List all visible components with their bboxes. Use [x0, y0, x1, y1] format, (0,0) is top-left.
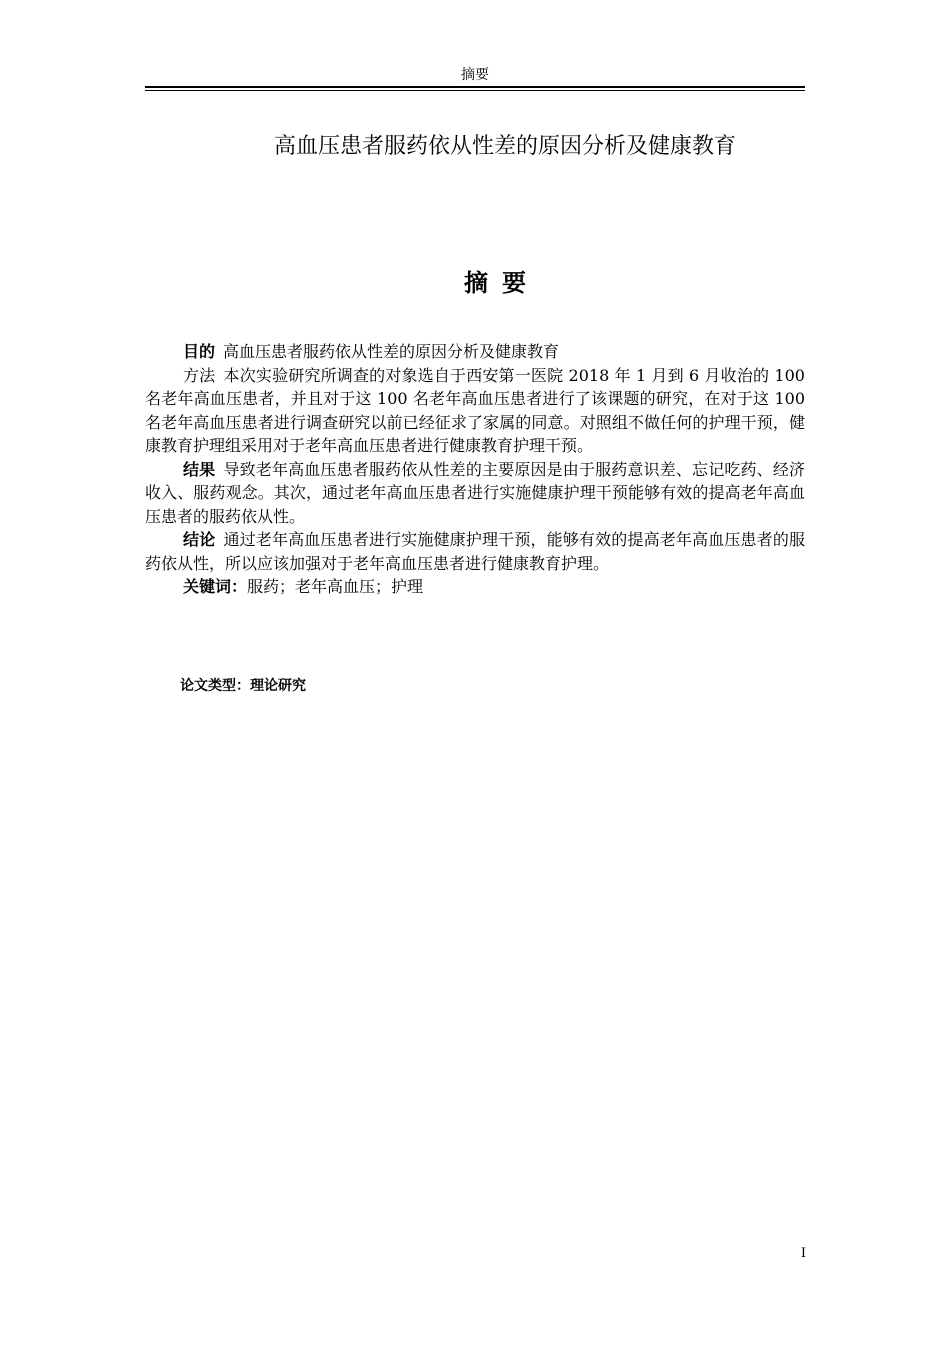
thesis-title: 高血压患者服药依从性差的原因分析及健康教育 — [273, 134, 736, 159]
keywords-label: 关键词： — [183, 577, 248, 596]
conclusion-text: 通过老年高血压患者进行实施健康护理干预，能够有效的提高老年高血压患者的服药依从性，所以应该加强对于老年高血压患者进行健康教育护理。 — [145, 530, 805, 573]
paper-type: 论文类型：理论研究 — [180, 678, 306, 694]
page-number: I — [800, 1246, 806, 1261]
conclusion-paragraph — [145, 528, 805, 575]
method-text: 本次实验研究所调查的对象选自于西安第一医院 2018 年 1 月到 6 月收治的 100 名老年高血压患者，并且对于这 100 名老年高血压患者进行了该课题的研究，在对于这 100 名老年高血压患者进行调查研究以前已经征求了家属的同意。对照组不做任何的护理干预，健康教育护理组采用对于老年高血压患者进行健康教育护理干预。 — [145, 365, 805, 455]
keywords-text: 服药；老年高血压；护理 — [247, 577, 424, 596]
objective-paragraph — [145, 340, 805, 364]
keywords-paragraph — [145, 575, 805, 599]
abstract-body — [145, 340, 805, 599]
objective-label: 目的 — [183, 342, 216, 361]
running-header: 摘要 — [461, 67, 489, 83]
method-paragraph — [145, 364, 805, 458]
result-label: 结果 — [183, 459, 216, 479]
result-paragraph — [145, 458, 805, 529]
header-rule-thin — [145, 90, 805, 91]
abstract-heading: 摘要 — [464, 269, 540, 297]
objective-text: 高血压患者服药依从性差的原因分析及健康教育 — [223, 342, 560, 361]
result-text: 导致老年高血压患者服药依从性差的主要原因是由于服药意识差、忘记吃药、经济收入、服药观念。其次，通过老年高血压患者进行实施健康护理干预能够有效的提高老年高血压患者的服药依从性。 — [145, 459, 805, 526]
method-label: 方法 — [183, 365, 216, 385]
conclusion-label: 结论 — [183, 530, 216, 549]
header-rule-thick — [145, 86, 805, 88]
